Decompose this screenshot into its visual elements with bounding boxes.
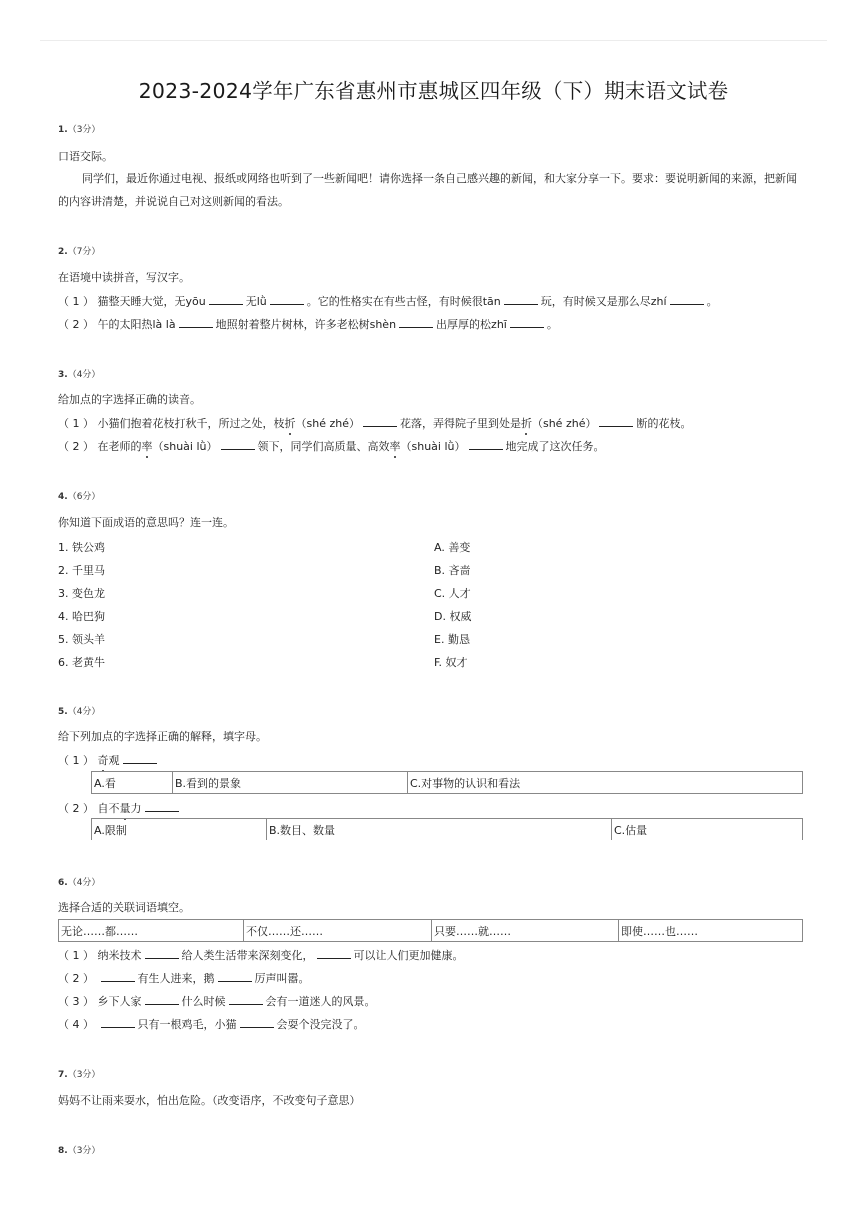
option-cell[interactable]: C.对事物的认识和看法 xyxy=(408,772,803,794)
answer-blank[interactable] xyxy=(270,294,304,305)
q6-line-4: （ 4 ） 只有一根鸡毛，小猫 会耍个没完没了。 xyxy=(58,1018,365,1031)
q6-header: 6.（4分） xyxy=(58,878,101,888)
answer-blank[interactable] xyxy=(229,994,263,1005)
answer-blank[interactable] xyxy=(399,317,433,328)
idiom-item[interactable]: 4. 哈巴狗 xyxy=(58,610,105,623)
q4-intro: 你知道下面成语的意思吗？连一连。 xyxy=(58,516,234,529)
answer-blank[interactable] xyxy=(469,439,503,450)
meaning-item[interactable]: A. 善变 xyxy=(434,541,471,554)
idiom-item[interactable]: 6. 老黄牛 xyxy=(58,656,105,669)
q6-line-3: （ 3 ） 乡下人家 什么时候 会有一道迷人的风景。 xyxy=(58,995,376,1008)
q1-header: 1.（3分） xyxy=(58,125,101,135)
option-cell[interactable]: 无论……都…… xyxy=(59,920,244,942)
option-cell[interactable]: 不仅……还…… xyxy=(244,920,432,942)
q6-intro: 选择合适的关联词语填空。 xyxy=(58,901,190,914)
q6-options xyxy=(58,919,803,942)
q7-header: 7.（3分） xyxy=(58,1070,101,1080)
q4-header: 4.（6分） xyxy=(58,492,101,502)
option-cell[interactable]: C.估量 xyxy=(612,819,803,841)
top-divider xyxy=(40,40,827,41)
page-title: 2023-2024学年广东省惠州市惠城区四年级（下）期末语文试卷 xyxy=(138,79,729,103)
option-cell[interactable]: B.看到的景象 xyxy=(173,772,408,794)
answer-blank[interactable] xyxy=(317,948,351,959)
q5-options-1 xyxy=(91,771,803,794)
answer-blank[interactable] xyxy=(510,317,544,328)
q6-line-2: （ 2 ） 有生人进来，鹅 厉声叫嚣。 xyxy=(58,972,310,985)
answer-blank[interactable] xyxy=(363,416,397,427)
answer-blank[interactable] xyxy=(101,1017,135,1028)
answer-blank[interactable] xyxy=(240,1017,274,1028)
option-cell[interactable]: 只要……就…… xyxy=(432,920,619,942)
answer-blank[interactable] xyxy=(599,416,633,427)
q6-line-1: （ 1 ） 纳米技术 给人类生活带来深刻变化， 可以让人们更加健康。 xyxy=(58,949,464,962)
q5-options-2 xyxy=(91,818,803,840)
q3-line-2: （ 2 ） 在老师的率（shuài lǜ） 领下，同学们高质量、高效率（shuài lǜ） 地完成了这次任务。 xyxy=(58,440,605,453)
q2-line-2: （ 2 ） 午的太阳热là là 地照射着整片树林，许多老松树shèn 出厚厚的松zhī 。 xyxy=(58,318,558,331)
answer-blank[interactable] xyxy=(145,801,179,812)
q7-body: 妈妈不让雨来耍水，怕出危险。（改变语序，不改变句子意思） xyxy=(58,1094,361,1107)
q3-intro: 给加点的字选择正确的读音。 xyxy=(58,393,201,406)
q5-line-2: （ 2 ） 自不量力 xyxy=(58,801,182,816)
answer-blank[interactable] xyxy=(670,294,704,305)
meaning-item[interactable]: C. 人才 xyxy=(434,587,471,600)
q3-line-1: （ 1 ） 小猫们抱着花枝打秋千，所过之处，枝折（shé zhé） 花落，弄得院子里到处是折（shé zhé） 断的花枝。 xyxy=(58,417,692,430)
idiom-item[interactable]: 1. 铁公鸡 xyxy=(58,541,105,554)
answer-blank[interactable] xyxy=(209,294,243,305)
answer-blank[interactable] xyxy=(218,971,252,982)
option-cell[interactable]: 即使……也…… xyxy=(619,920,803,942)
answer-blank[interactable] xyxy=(221,439,255,450)
meaning-item[interactable]: F. 奴才 xyxy=(434,656,468,669)
q5-line-1: （ 1 ） 奇观 xyxy=(58,753,160,768)
q8-header: 8.（3分） xyxy=(58,1146,101,1156)
option-cell[interactable]: A.限制 xyxy=(92,819,267,841)
answer-blank[interactable] xyxy=(101,971,135,982)
meaning-item[interactable]: D. 权威 xyxy=(434,610,472,623)
meaning-item[interactable]: E. 勤恳 xyxy=(434,633,470,646)
idiom-item[interactable]: 5. 领头羊 xyxy=(58,633,105,646)
answer-blank[interactable] xyxy=(504,294,538,305)
q2-line-1: （ 1 ） 猫整天睡大觉，无yōu 无lǜ 。它的性格实在有些古怪，有时候很tān 玩，有时候又是那么尽zhí 。 xyxy=(58,295,718,308)
option-cell[interactable]: B.数目、数量 xyxy=(267,819,612,841)
q5-header: 5.（4分） xyxy=(58,707,101,717)
q3-header: 3.（4分） xyxy=(58,370,101,380)
idiom-item[interactable]: 3. 变色龙 xyxy=(58,587,105,600)
answer-blank[interactable] xyxy=(145,948,179,959)
answer-blank[interactable] xyxy=(179,317,213,328)
option-cell[interactable]: A.看 xyxy=(92,772,173,794)
meaning-item[interactable]: B. 吝啬 xyxy=(434,564,471,577)
q5-intro: 给下列加点的字选择正确的解释，填字母。 xyxy=(58,730,267,743)
q1-body: 同学们，最近你通过电视、报纸或网络也听到了一些新闻吧！请你选择一条自己感兴趣的新闻，和大家分享一下。要求：要说明新闻的来源，把新闻的内容讲清楚，并说说自己对这则新闻的看法。 xyxy=(58,172,797,208)
answer-blank[interactable] xyxy=(123,753,157,764)
idiom-item[interactable]: 2. 千里马 xyxy=(58,564,105,577)
q2-intro: 在语境中读拼音，写汉字。 xyxy=(58,271,190,284)
q1-intro: 口语交际。 xyxy=(58,150,113,163)
answer-blank[interactable] xyxy=(145,994,179,1005)
q2-header: 2.（7分） xyxy=(58,247,101,257)
